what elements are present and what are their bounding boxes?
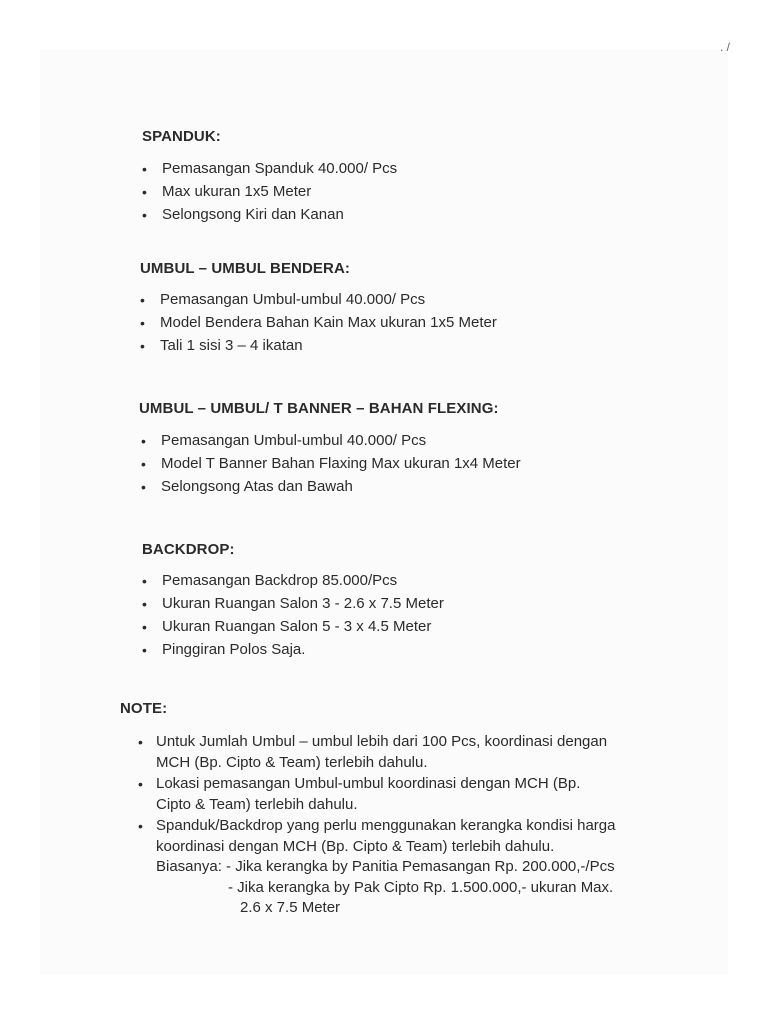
list-item: • Tali 1 sisi 3 – 4 ikatan <box>140 335 497 358</box>
list-item: • Selongsong Kiri dan Kanan <box>142 204 397 227</box>
section-heading-umbul-bendera: UMBUL – UMBUL BENDERA: <box>140 260 350 277</box>
section-heading-backdrop: BACKDROP: <box>142 541 235 558</box>
list-item: • Model Bendera Bahan Kain Max ukuran 1x5 Meter <box>140 312 497 335</box>
list-item: • Model T Banner Bahan Flaxing Max ukuran 1x4 Meter <box>141 453 521 476</box>
list-item: • Ukuran Ruangan Salon 5 - 3 x 4.5 Meter <box>142 616 444 639</box>
list-item: • Pemasangan Umbul-umbul 40.000/ Pcs <box>140 289 497 312</box>
note-line: 2.6 x 7.5 Meter <box>240 899 341 916</box>
list-item: • Pemasangan Backdrop 85.000/Pcs <box>142 570 444 593</box>
note-line: • Spanduk/Backdrop yang perlu menggunakan kerangka kondisi harga <box>156 817 616 834</box>
note-heading: NOTE: <box>120 700 168 717</box>
note-line: Biasanya: - Jika kerangka by Panitia Pemasangan Rp. 200.000,-/Pcs <box>156 858 615 875</box>
note-line: • Lokasi pemasangan Umbul-umbul koordinasi dengan MCH (Bp. <box>156 775 581 792</box>
note-line: Cipto & Team) terlebih dahulu. <box>156 795 358 813</box>
backdrop-list <box>142 570 444 662</box>
t-banner-list <box>141 430 521 499</box>
section-heading-t-banner: UMBUL – UMBUL/ T BANNER – BAHAN FLEXING: <box>139 400 499 417</box>
note-line: MCH (Bp. Cipto & Team) terlebih dahulu. <box>156 753 428 771</box>
section-heading-spanduk: SPANDUK: <box>142 128 221 145</box>
note-line: • Untuk Jumlah Umbul – umbul lebih dari 100 Pcs, koordinasi dengan <box>156 733 608 750</box>
note-item <box>138 816 678 919</box>
umbul-bendera-list <box>140 289 497 358</box>
list-item: • Pemasangan Umbul-umbul 40.000/ Pcs <box>141 430 521 453</box>
list-item: • Pemasangan Spanduk 40.000/ Pcs <box>142 158 397 181</box>
corner-mark: . / <box>720 40 731 54</box>
note-line: koordinasi dengan MCH (Bp. Cipto & Team) terlebih dahulu. <box>156 837 555 855</box>
note-list <box>138 732 678 920</box>
note-item <box>138 774 678 815</box>
spanduk-list <box>142 158 397 227</box>
list-item: • Selongsong Atas dan Bawah <box>141 476 521 499</box>
list-item: • Max ukuran 1x5 Meter <box>142 181 397 204</box>
list-item: • Ukuran Ruangan Salon 3 - 2.6 x 7.5 Meter <box>142 593 444 616</box>
list-item: • Pinggiran Polos Saja. <box>142 639 444 662</box>
note-item <box>138 732 678 773</box>
note-line: - Jika kerangka by Pak Cipto Rp. 1.500.000,- ukuran Max. <box>228 878 614 896</box>
